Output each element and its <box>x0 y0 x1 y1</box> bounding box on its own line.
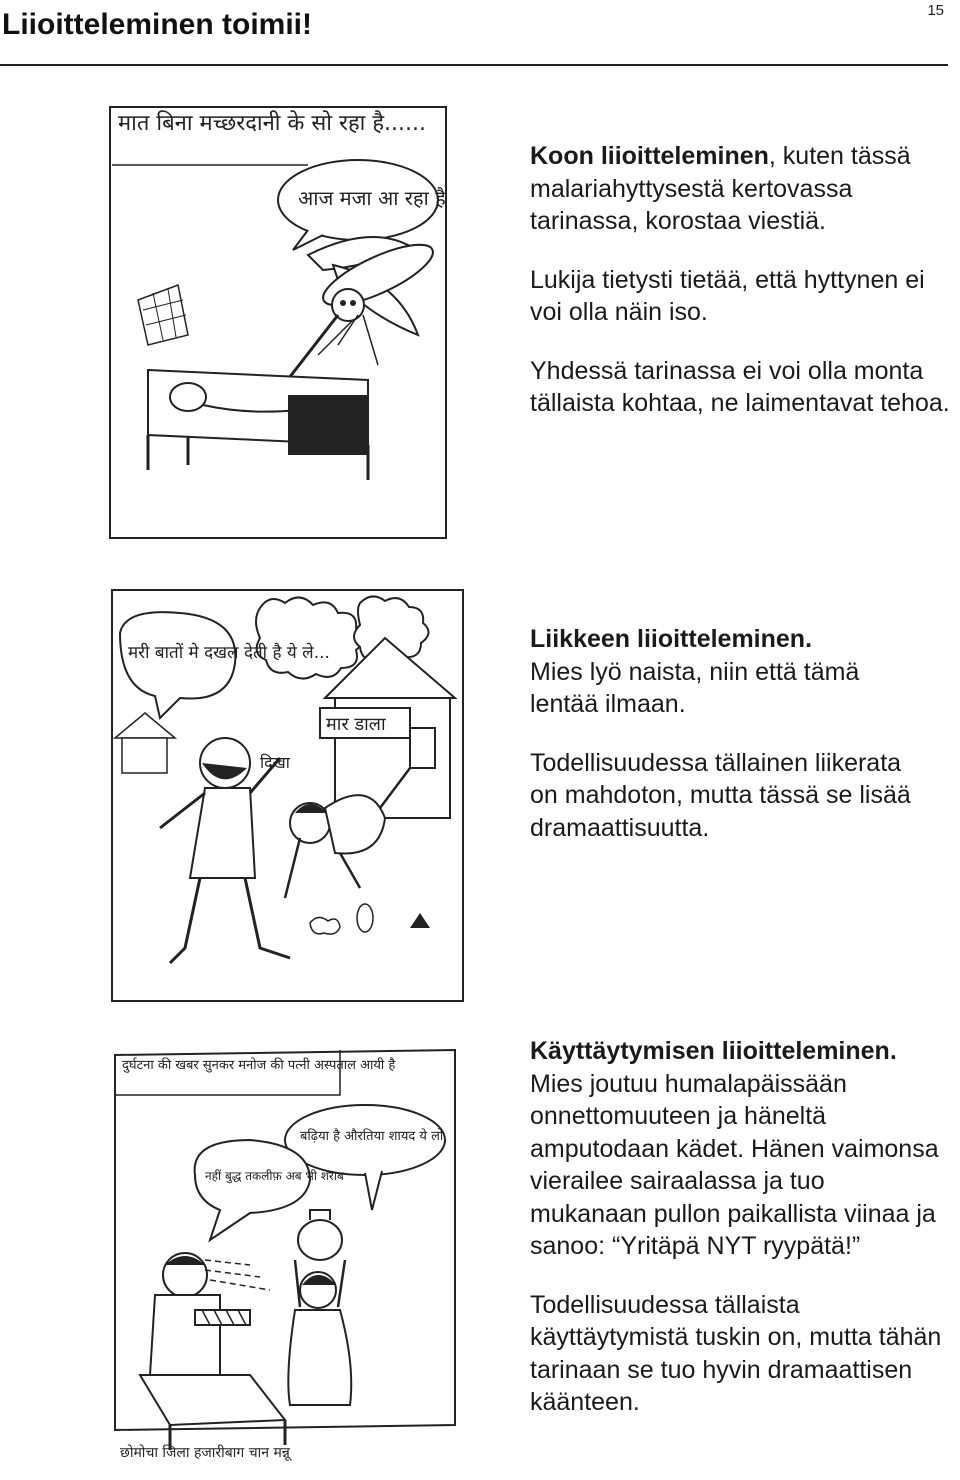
section2-paragraph-2: Todellisuudessa tällainen liikerata on mahdoton, mutta tässä se lisää dramaattisuutta. <box>530 748 911 842</box>
section2-heading: Liikkeen liioitteleminen. <box>530 625 813 653</box>
panel3-speech-right: बढ़िया है औरतिया शायद ये लो <box>300 1129 444 1144</box>
section-size-exaggeration <box>530 140 950 446</box>
section3-paragraph-2: Todellisuudessa tällaista käyttäytymistä tuskin on, mutta tähän tarinaan se tuo hyvin dramaattisen käänteen. <box>530 1290 942 1416</box>
mosquito-cartoon-illustration <box>108 105 448 540</box>
section1-paragraph-2: Lukija tietysti tietää, että hyttynen ei voi olla näin iso. <box>530 265 925 326</box>
header-rule <box>0 64 948 66</box>
behaviour-cartoon-drawing <box>110 1045 460 1475</box>
behaviour-cartoon-illustration <box>110 1045 460 1475</box>
panel3-caption: दुर्घटना की खबर सुनकर मनोज की पत्नी अस्पताल आयी है <box>122 1058 396 1073</box>
section1-heading: Koon liioitteleminen <box>530 142 769 170</box>
panel1-speech: आज मजा आ रहा है <box>298 186 446 210</box>
panel2-shout: दिखा <box>260 753 290 772</box>
section2-paragraph-1: Mies lyö naista, niin että tämä lentää ilmaan. <box>530 657 860 718</box>
page-title: Liioitteleminen toimii! <box>2 8 313 41</box>
panel1-caption: मात बिना मच्छरदानी के सो रहा है...... <box>118 111 426 136</box>
section3-paragraph-1: Mies joutuu humalapäissään onnettomuuteen ja häneltä amputodaan kädet. Hänen vaimonsa vierailee sairaalassa ja tuo mukanaan pullon paikallista viinaa ja sanoo: “Yritäpä NYT ryypätä!” <box>530 1069 939 1260</box>
section-movement-exaggeration <box>530 623 930 870</box>
movement-cartoon-illustration <box>110 588 465 1003</box>
page-number: 15 <box>927 2 944 19</box>
panel3-bottom-label: छोमोचा जिला हजारीबाग चान मन्नू <box>120 1445 290 1461</box>
panel2-sign: मार डाला <box>326 714 386 735</box>
section-behaviour-exaggeration <box>530 1035 945 1445</box>
panel2-speech: मरी बातों मे दखल देती है ये ले... <box>128 643 330 663</box>
section1-paragraph-1: , kuten tässä malariahyttysestä kertovassa tarinassa, korostaa viestiä. <box>530 142 911 235</box>
section3-heading: Käyttäytymisen liioitteleminen. <box>530 1037 897 1065</box>
movement-cartoon-drawing <box>110 588 465 1003</box>
mosquito-cartoon-drawing <box>108 105 448 540</box>
panel3-speech-left: नहीं बुद्ध तकलीफ़ अब भी शराब <box>205 1169 344 1183</box>
section1-paragraph-3: Yhdessä tarinassa ei voi olla monta tällaista kohtaa, ne laimentavat tehoa. <box>530 356 950 417</box>
